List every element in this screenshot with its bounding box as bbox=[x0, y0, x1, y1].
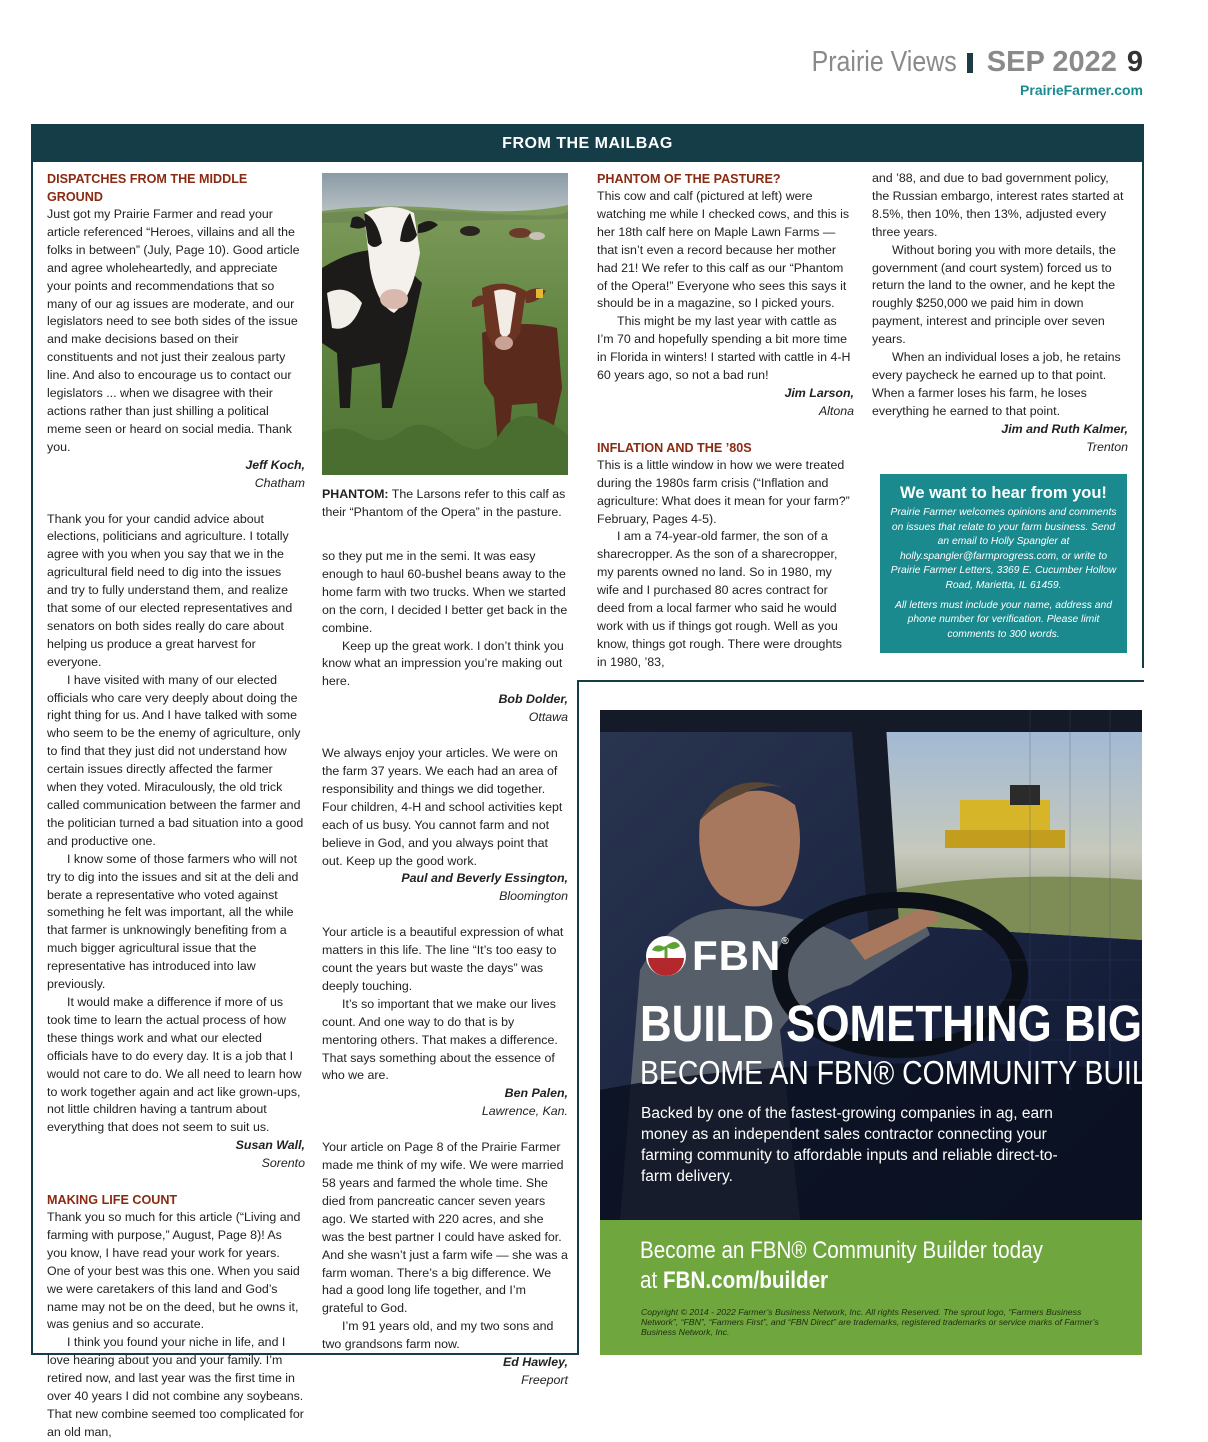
letter-signature: Paul and Beverly Essington, bbox=[401, 871, 568, 886]
registered-mark: ® bbox=[781, 936, 790, 947]
letter-paragraph: We always enjoy your articles. We were on the farm 37 years. We each had an area of responsibility and things we did together. Four children, 4-H and school activities kept each of us busy. You cannot farm and not believe in God, and you always point that out. Keep up the good work. bbox=[322, 746, 563, 868]
masthead-divider bbox=[967, 53, 973, 73]
callout-heading: We want to hear from you! bbox=[900, 484, 1107, 502]
ad-url-link[interactable]: FBN.com/builder bbox=[662, 1267, 829, 1294]
ad-headline: BUILD SOMETHING BIG bbox=[640, 995, 1142, 1052]
letter-heading: PHANTOM OF THE PASTURE? bbox=[597, 172, 781, 186]
publication-name: Prairie Views bbox=[811, 46, 957, 78]
callout-body: Prairie Farmer welcomes opinions and comments on issues that relate to your farm business. Send an email to Holly Spangler at holly.spangler@farmprogress.com, or write to Prairie Farmer Letters, 3369 E. Cucumber Hollow Road, Marietta, IL 61459. bbox=[890, 507, 1117, 591]
letter-paragraph: I think you found your niche in life, and I love hearing about you and your family. I’m retired now, and last year was the first time in over 40 years I did not combine any soybeans. That new combine seemed too complicated for an old man, bbox=[47, 1335, 304, 1439]
photo-caption bbox=[322, 486, 568, 522]
ad-copyright: Copyright © 2014 - 2022 Farmer’s Business Network, Inc. All rights Reserved. The sprout logo, “Farmers Business Network”, “FBN”, “Farmers First”, and “FBN Direct” are trademarks, registered trademarks or service marks of Farmer’s Business Network, Inc. bbox=[641, 1307, 1099, 1337]
letter-signature: Ed Hawley, bbox=[503, 1355, 568, 1370]
letter-heading: MAKING LIFE COUNT bbox=[47, 1193, 178, 1208]
masthead bbox=[788, 44, 1143, 98]
caption-text: The Larsons refer to this calf as their “Phantom of the Opera” in the pasture. bbox=[322, 487, 566, 519]
frame-left-border bbox=[31, 124, 33, 1355]
column-4 bbox=[872, 170, 1128, 457]
column-2 bbox=[322, 548, 568, 1390]
letter-location: Chatham bbox=[254, 475, 305, 490]
letters-callout-box bbox=[880, 474, 1127, 653]
letter-paragraph: and ’88, and due to bad government policy, the Russian embargo, interest rates started at 8.5%, then 10%, then 13%, adjusted every three years. bbox=[872, 171, 1124, 239]
page-number: 9 bbox=[1126, 46, 1143, 78]
section-title: FROM THE MAILBAG bbox=[502, 135, 673, 152]
letter-signature: Bob Dolder, bbox=[498, 692, 568, 707]
letter-paragraph: I have visited with many of our elected officials who care very deeply about doing the right thing for us. And I have talked with some who seem to be the enemy of agriculture, only to find that they just did not understand how certain issues directly affected the farmer when they voted. Miraculously, the old trick called communication between the farmer and the politician turned a bad situation into a good and productive one. bbox=[47, 672, 304, 848]
letter-heading: INFLATION AND THE ’80S bbox=[597, 440, 752, 455]
issue-date: SEP 2022 bbox=[986, 46, 1117, 78]
letter-paragraph: Your article is a beautiful expression of what matters in this life. The line “It’s too easy to count the years but waste the days” was deeply touching. bbox=[322, 925, 564, 993]
fbn-sprout-icon bbox=[644, 934, 688, 978]
letter-paragraph: This might be my last year with cattle as I’m 70 and hopefully spending a bit more time in Florida in winters! I started with cattle in 4-H 60 years ago, so not a bad run! bbox=[597, 314, 851, 383]
ad-body-text: Backed by one of the fastest-growing companies in ag, earn money as an independent sales contractor connecting your farming community to affordable inputs and reliable direct-to-farm delivery. bbox=[641, 1105, 1058, 1185]
letter-paragraph: so they put me in the semi. It was easy enough to haul 60-bushel beans away to the home farm with two trucks. When we started on the corn, I decided I better get back in the combine. bbox=[322, 549, 568, 635]
letter-paragraph: Keep up the great work. I don’t think you know what an impression you’re making out here. bbox=[322, 638, 564, 689]
letter-heading: DISPATCHES FROM THE MIDDLE GROUND bbox=[47, 172, 248, 204]
column-1 bbox=[47, 170, 305, 1442]
letter-signature: Ben Palen, bbox=[504, 1086, 568, 1101]
letter-paragraph: I am a 74-year-old farmer, the son of a sharecropper. As the son of a sharecropper, my parents owned no land. So in 1980, my wife and I purchased 80 acres contract for deed from a local farmer who said he would work with us if things got rough. Well as you know, things got rough. There were droughts in 1980, ’83, bbox=[597, 529, 842, 669]
letter-paragraph: It’s so important that we make our lives count. And one way to do that is by mentoring others. That makes a difference. That says something about the essence of who we are. bbox=[322, 996, 558, 1083]
letter-paragraph: I know some of those farmers who will not try to dig into the issues and sit at the deli and berate a representative who voted against something he felt was important, all the while that farmer is unknowingly benefiting from a much bigger agricultural issue that the representative has introduced into law previously. bbox=[47, 851, 299, 992]
ad-frame-top-border bbox=[577, 680, 1144, 682]
website-link[interactable]: PrairieFarmer.com bbox=[1020, 82, 1143, 98]
letter-location: Bloomington bbox=[499, 889, 568, 904]
letter-paragraph: It would make a difference if more of us took time to learn the actual process of how these things work and what our elected officials have to do every day. It is a job that I would not care to do. We all need to learn how to work together again and act like grown-ups, not little children having a tantrum about everything that does not seem to suit us. bbox=[47, 994, 302, 1135]
ad-subhead: BECOME AN FBN® COMMUNITY BUILDER bbox=[640, 1054, 1208, 1091]
ad-cta-prefix: at bbox=[640, 1267, 663, 1294]
letter-location: Freeport bbox=[521, 1372, 568, 1387]
letter-paragraph: I’m 91 years old, and my two sons and two grandsons farm now. bbox=[322, 1319, 554, 1352]
fbn-advertisement[interactable] bbox=[600, 710, 1208, 1355]
letter-paragraph: When an individual loses a job, he retains every paycheck he earned up to that point. When a farmer loses his farm, he loses everything he earned to that point. bbox=[872, 350, 1121, 418]
letter-signature: Jim Larson, bbox=[784, 385, 854, 400]
letter-signature: Jeff Koch, bbox=[245, 457, 305, 472]
letter-signature: Susan Wall, bbox=[235, 1138, 305, 1153]
letter-location: Lawrence, Kan. bbox=[481, 1104, 568, 1119]
cow-and-calf-photo bbox=[322, 173, 568, 475]
letter-paragraph: This is a little window in how we were treated during the 1980s farm crisis (“Inflation and agriculture: What does it mean for your farm?” February, Pages 4-5). bbox=[597, 457, 850, 526]
fbn-logo-wordmark: FBN bbox=[692, 932, 782, 979]
letter-paragraph: Thank you so much for this article (“Living and farming with purpose,” August, Page 8)! As you know, I have read your work for years. One of your best was this one. When you said we were caretakers of this land and God’s name may not be on the deed, but he owns it, was genius and so accurate. bbox=[47, 1210, 301, 1332]
letter-paragraph: Thank you for your candid advice about elections, politicians and agriculture. I totally agree with you when you say that we in the agricultural field need to dig into the issues and try to fully understand them, and realize that some of our elected representatives and senators on both sides really do care about helping us produce a great harvest for everyone. bbox=[47, 511, 293, 669]
letter-signature: Jim and Ruth Kalmer, bbox=[1001, 421, 1128, 436]
letter-paragraph: Without boring you with more details, the government (and court system) forced us to return the land to the owner, and he kept the roughly $250,000 we paid him in down payment, interest and principle over seven years. bbox=[872, 242, 1116, 347]
ad-frame-left-border bbox=[577, 680, 579, 1355]
letter-paragraph: Just got my Prairie Farmer and read your article referenced “Heroes, villains and all the folks in between” (July, Page 10). Good article and agree wholeheartedly, and appreciate your points and recommendations that so many of our ag issues are moderate, and our legislators need to see both sides of the issue and make decisions based on their constituents and not just their zealous party line. And also to encourage us to contact our legislators ... when we disagree with their actions rather than just shilling a political meme seen or heard on social media. Thank you. bbox=[47, 207, 300, 454]
callout-note: All letters must include your name, address and phone number for verification. Please limit comments to 300 words. bbox=[895, 599, 1112, 640]
letter-location: Trenton bbox=[1086, 439, 1128, 454]
fbn-logo bbox=[644, 932, 790, 980]
letter-location: Sorento bbox=[261, 1156, 305, 1171]
letter-paragraph: Your article on Page 8 of the Prairie Farmer made me think of my wife. We were married 58 years and farmed the whole time. She died from pancreatic cancer seven years ago. We started with 220 acres, and she was the best partner I could have asked for. And she wasn’t just a farm wife — she was a farm woman. There’s a big difference. We had a good long life together, and I’m grateful to God. bbox=[322, 1140, 568, 1316]
frame-right-border bbox=[1142, 124, 1144, 668]
ad-cta-text: Become an FBN® Community Builder today bbox=[640, 1237, 1043, 1264]
letter-location: Altona bbox=[818, 403, 854, 418]
column-3 bbox=[597, 170, 854, 672]
letter-location: Ottawa bbox=[528, 710, 568, 725]
ad-cta-url-line bbox=[640, 1266, 828, 1296]
letter-paragraph: This cow and calf (pictured at left) were watching me while I checked cows, and this is her 18th calf here on Maple Lawn Farms — that isn’t even a record because her mother had 21! We refer to this calf as our “Phantom of the Opera!” Everyone who sees this says it should be in a magazine, so I picked yours. bbox=[597, 189, 850, 311]
caption-label: PHANTOM: bbox=[322, 487, 389, 501]
